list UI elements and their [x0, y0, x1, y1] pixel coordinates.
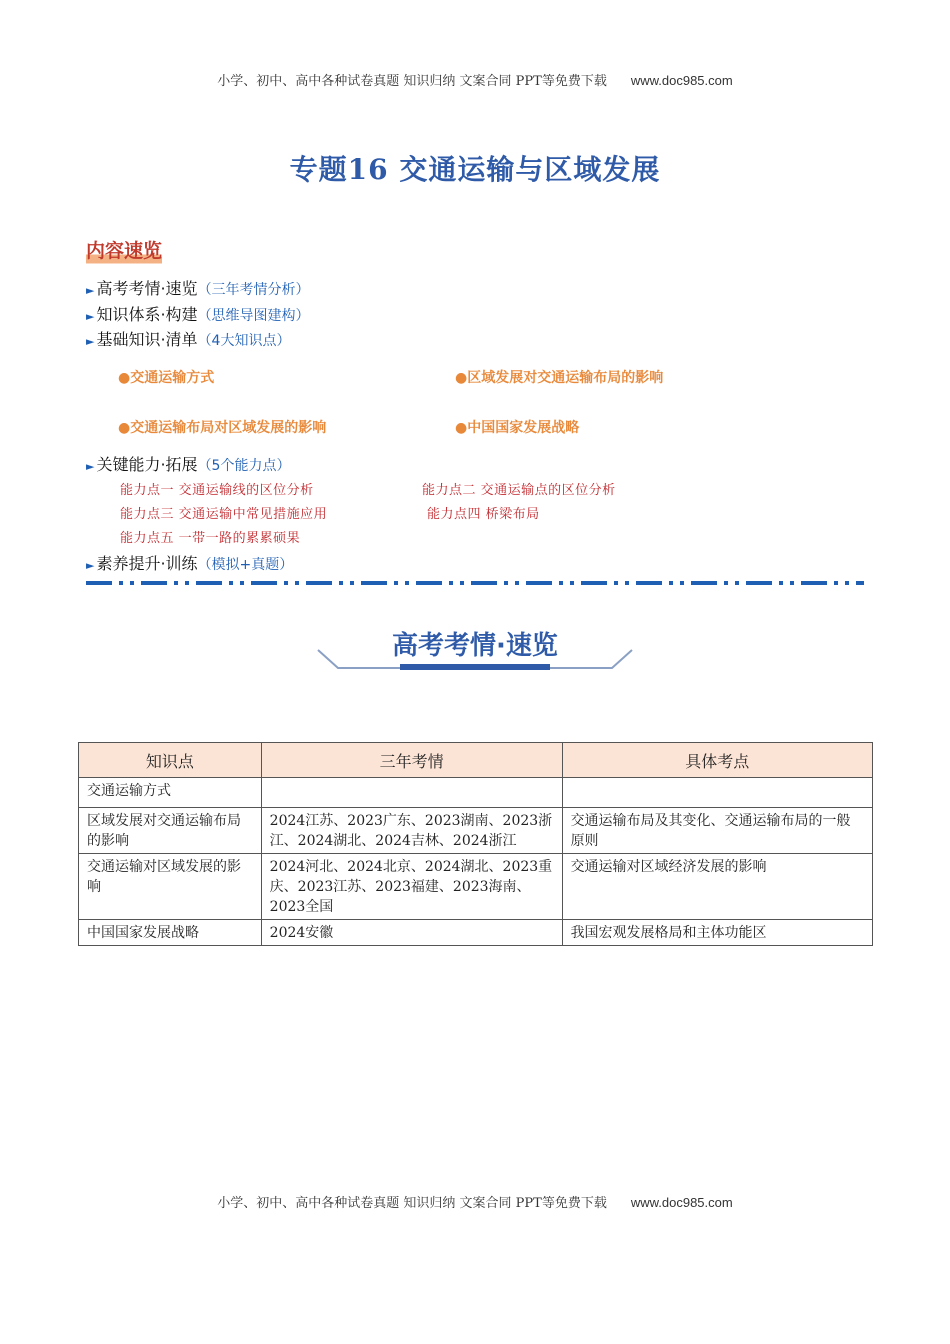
footer-url[interactable]: www.doc985.com — [630, 1195, 733, 1210]
table-header-row — [79, 743, 873, 778]
nav-note: （模拟+真题） — [197, 557, 294, 573]
ability-point: 能力点四 桥梁布局 — [427, 507, 540, 522]
footer-text: 小学、初中、高中各种试卷真题 知识归纳 文案合同 PPT等免费下载 — [217, 1196, 607, 1211]
table-cell: 2024江苏、2023广东、2023湖南、2023浙江、2024湖北、2024吉林、2024浙江 — [261, 808, 562, 854]
page-header — [0, 70, 950, 89]
column-header: 知识点 — [79, 743, 262, 778]
nav-item-key-abilities — [86, 452, 290, 475]
knowledge-point: ●交通运输方式 — [118, 370, 215, 386]
nav-item-exam-overview — [86, 276, 310, 299]
table-cell: 交通运输方式 — [79, 778, 262, 808]
column-header: 三年考情 — [261, 743, 562, 778]
arrow-icon: ► — [86, 335, 95, 348]
arrow-icon: ► — [86, 310, 95, 323]
nav-label: 知识体系·构建 — [96, 305, 198, 324]
table-cell: 区域发展对交通运输布局的影响 — [79, 808, 262, 854]
knowledge-point: ●中国国家发展战略 — [455, 420, 580, 436]
nav-note: （5个能力点） — [197, 458, 291, 474]
table-row — [79, 808, 873, 854]
column-header: 具体考点 — [562, 743, 872, 778]
nav-label: 基础知识·清单 — [96, 330, 198, 349]
nav-item-literacy-training — [86, 551, 293, 574]
nav-item-basic-knowledge — [86, 327, 290, 350]
document-title: 专题16 交通运输与区域发展 — [289, 153, 661, 186]
nav-item-knowledge-system — [86, 302, 310, 325]
table-row — [79, 854, 873, 920]
ability-point: 能力点五 一带一路的累累硕果 — [120, 531, 301, 546]
arrow-icon: ► — [86, 284, 95, 297]
dash-dot-divider — [86, 580, 864, 586]
exam-analysis-table — [78, 742, 873, 946]
arrow-icon: ► — [86, 460, 95, 473]
nav-note: （4大知识点） — [197, 333, 291, 349]
nav-note: （三年考情分析） — [197, 282, 310, 298]
table-row — [79, 920, 873, 946]
table-cell: 交通运输对区域经济发展的影响 — [562, 854, 872, 920]
overview-heading: 内容速览 — [86, 236, 162, 266]
nav-label: 关键能力·拓展 — [96, 455, 198, 474]
table-cell: 我国宏观发展格局和主体功能区 — [562, 920, 872, 946]
table-cell: 2024河北、2024北京、2024湖北、2023重庆、2023江苏、2023福建、2023海南、2023全国 — [261, 854, 562, 920]
table-cell: 2024安徽 — [261, 920, 562, 946]
header-text: 小学、初中、高中各种试卷真题 知识归纳 文案合同 PPT等免费下载 — [217, 74, 607, 89]
knowledge-point: ●交通运输布局对区域发展的影响 — [118, 420, 327, 436]
header-url[interactable]: www.doc985.com — [630, 73, 733, 88]
table-row — [79, 778, 873, 808]
table-cell — [261, 778, 562, 808]
arrow-icon: ► — [86, 559, 95, 572]
table-cell — [562, 778, 872, 808]
page-footer — [0, 1192, 950, 1211]
nav-label: 素养提升·训练 — [96, 554, 198, 573]
ability-point: 能力点一 交通运输线的区位分析 — [120, 483, 314, 498]
table-cell: 中国国家发展战略 — [79, 920, 262, 946]
ability-point: 能力点三 交通运输中常见措施应用 — [120, 507, 328, 522]
nav-note: （思维导图建构） — [197, 308, 310, 324]
table-cell: 交通运输对区域发展的影响 — [79, 854, 262, 920]
table-cell: 交通运输布局及其变化、交通运输布局的一般原则 — [562, 808, 872, 854]
knowledge-point: ●区域发展对交通运输布局的影响 — [455, 370, 664, 386]
section-title: 高考考情·速览 — [392, 631, 558, 661]
ability-point: 能力点二 交通运输点的区位分析 — [422, 483, 616, 498]
nav-label: 高考考情·速览 — [96, 279, 198, 298]
